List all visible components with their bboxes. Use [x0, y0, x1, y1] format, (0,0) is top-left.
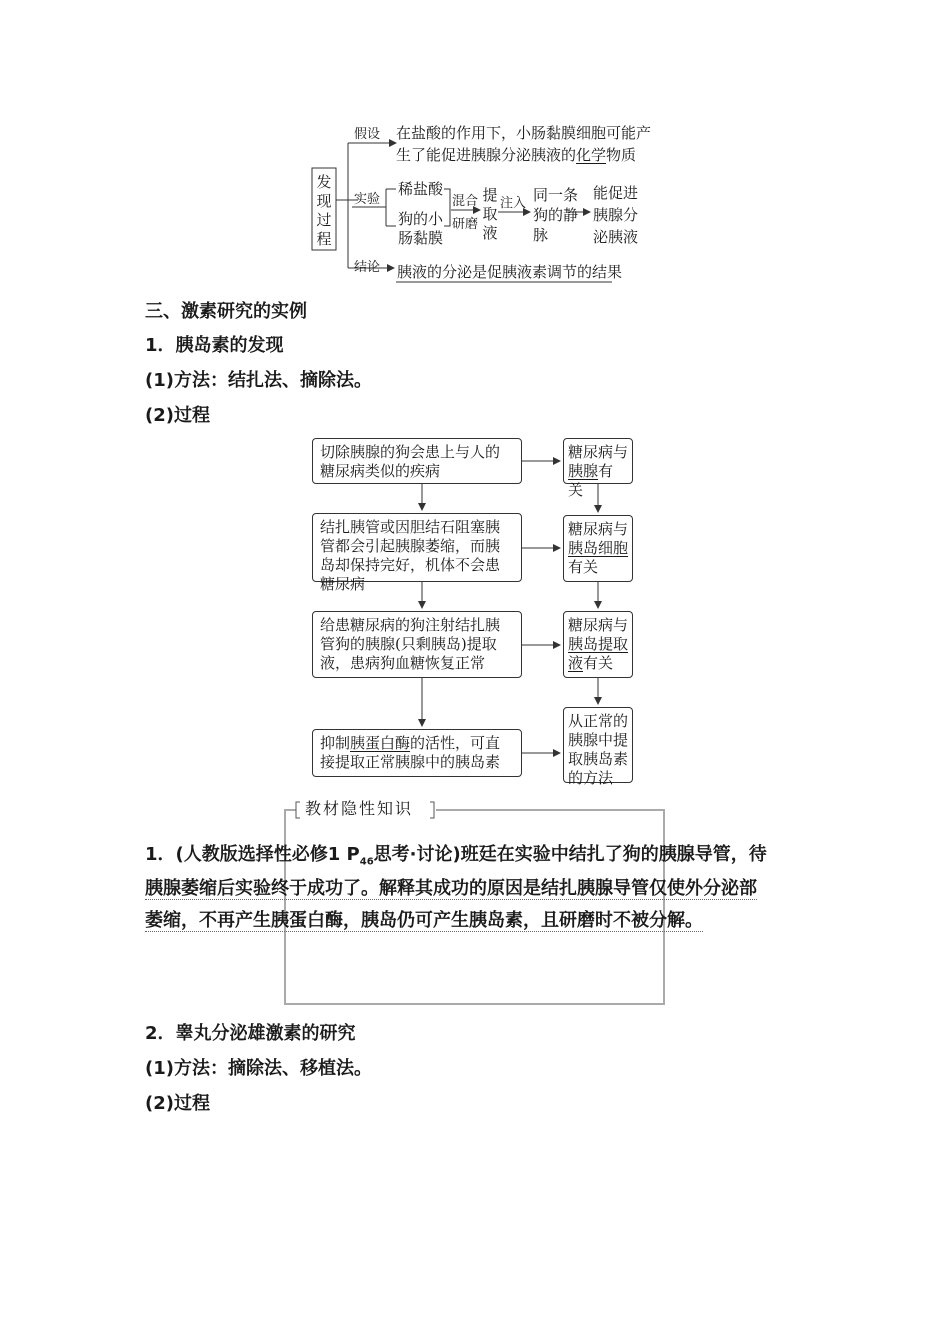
item2-process: (2)过程: [145, 1093, 210, 1114]
knowledge-title: 教材隐性知识: [305, 799, 414, 818]
vein-line3: 脉: [533, 226, 549, 244]
q-page: 46: [359, 856, 374, 868]
q-topic: 思考·讨论: [373, 844, 453, 865]
q-source: 人教版选择性必修: [183, 844, 328, 865]
q-book: 1 P: [327, 844, 360, 865]
flow-left-2: 结扎胰管或因胆结石阻塞胰管都会引起胰腺萎缩，而胰岛却保持完好，机体不会患糖尿病: [312, 513, 522, 582]
result-line2: 胰腺分: [593, 206, 639, 224]
flow-left-1: 切除胰腺的狗会患上与人的糖尿病类似的疾病: [312, 438, 522, 484]
flow-right-3-post: 有关: [583, 654, 614, 672]
result-line3: 泌胰液: [593, 228, 639, 246]
item2-title: 2．睾丸分泌雄激素的研究: [145, 1023, 356, 1044]
hypothesis-line1: 在盐酸的作用下，小肠黏膜细胞可能产: [396, 124, 652, 142]
flow-right-1-keyword: 胰腺: [568, 462, 599, 480]
hypothesis-line2-pre: 生了能促进胰腺分泌胰液的: [396, 146, 577, 164]
item1-process: (2)过程: [145, 405, 210, 426]
flow-right-2-pre: 糖尿病与: [568, 520, 629, 538]
item1-method: (1)方法：结扎法、摘除法。: [145, 370, 372, 391]
flow-right-3-keyword: 胰岛提取液: [568, 635, 629, 672]
flow-right-2-keyword: 胰岛细胞: [568, 539, 629, 557]
flow-right-4: 从正常的胰腺中提取胰岛素的方法: [563, 707, 633, 783]
result-line1: 能促进: [593, 184, 639, 202]
hypothesis-line2-post: 物质: [606, 146, 637, 164]
mucosa-line2: 肠黏膜: [398, 229, 444, 247]
flow-right-1-pre: 糖尿病与: [568, 443, 629, 461]
flow-left-4-keyword: 胰蛋白酶: [350, 734, 411, 752]
vein-line1: 同一条: [533, 186, 579, 204]
q-text-b: 胰腺萎缩后实验终于成功了。解释其成功的原因是结扎胰腺导管仅使外分泌部: [145, 878, 757, 899]
hypothesis-label: 假设: [354, 127, 381, 142]
extract-label: 提取液: [482, 186, 498, 242]
root-label: 发现过程: [316, 173, 332, 248]
flow-right-2-post: 有关: [568, 558, 599, 576]
conclusion-text: 胰液的分泌是促胰液素调节的结果: [397, 263, 623, 281]
item2-method: (1)方法：摘除法、移植法。: [145, 1058, 372, 1079]
experiment-label: 实验: [354, 192, 381, 207]
hypothesis-keyword: 化学: [576, 146, 607, 164]
conclusion-label: 结论: [354, 260, 381, 275]
knowledge-q-line2: [145, 872, 757, 906]
flow-right-1-post: 有关: [568, 462, 614, 499]
mucosa-line1: 狗的小: [398, 210, 444, 228]
mix-label: 混合: [452, 194, 479, 209]
flow-left-4: 抑制胰蛋白酶的活性，可直接提取正常胰腺中的胰岛素: [312, 729, 522, 777]
q-text-c: 萎缩，不再产生胰蛋白酶，胰岛仍可产生胰岛素，且研磨时不被分解。: [145, 910, 703, 931]
item1-title: 1．胰岛素的发现: [145, 335, 284, 356]
acid-label: 稀盐酸: [398, 180, 444, 198]
flow-right-3-pre: 糖尿病与: [568, 616, 629, 634]
knowledge-q-line3: [145, 904, 703, 938]
grind-label: 研磨: [452, 217, 479, 232]
q-close: ): [452, 844, 461, 865]
section-title: 三、激素研究的实例: [145, 301, 307, 322]
vein-line2: 狗的静: [533, 206, 579, 224]
inject-label: 注入: [500, 196, 527, 211]
q-text-a: 班廷在实验中结扎了狗的胰腺导管，待: [460, 844, 767, 865]
q-number: 1．(: [145, 844, 184, 865]
flow-left-3: 给患糖尿病的狗注射结扎胰管狗的胰腺(只剩胰岛)提取液，患病狗血糖恢复正常: [312, 611, 522, 678]
